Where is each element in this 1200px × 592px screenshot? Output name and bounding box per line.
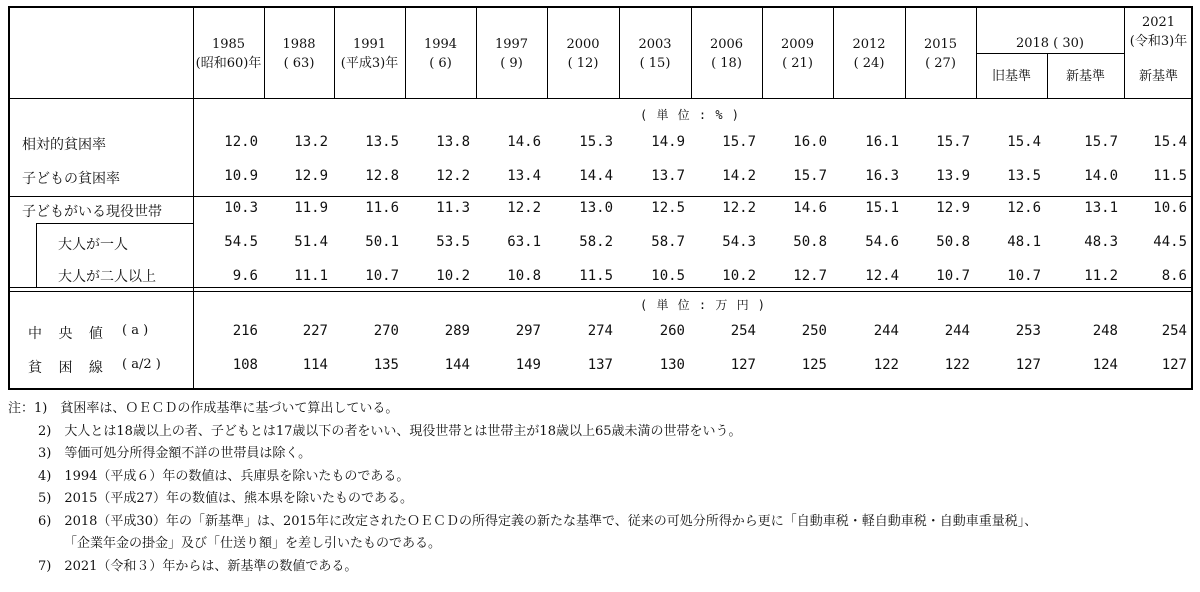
row-label: 相対的貧困率 (22, 137, 106, 153)
header-bottom-line (10, 98, 1191, 99)
table-cell: 14.2 (722, 168, 756, 184)
row-label: 大人が二人以上 (58, 269, 156, 285)
table-cell: 274 (587, 323, 613, 339)
sub-header-old-standard: 旧基準 (991, 69, 1031, 84)
table-cell: 54.5 (224, 234, 258, 250)
table-cell: 50.8 (793, 234, 827, 250)
table-cell: 15.1 (865, 200, 899, 216)
note-3: 3) 等価可処分所得金額不詳の世帯員は除く。 (38, 446, 312, 461)
table-cell: 12.8 (365, 168, 399, 184)
table-cell: 8.6 (1161, 268, 1187, 284)
table-cell: 16.3 (865, 168, 899, 184)
table-cell: 289 (444, 323, 470, 339)
unit-10k-yen: ( 単 位 : 万 円 ) (640, 298, 767, 312)
table-cell: 114 (302, 357, 328, 373)
table-cell: 127 (1161, 357, 1187, 373)
year-header-top: 2012 (852, 37, 886, 52)
table-cell: 11.9 (294, 200, 328, 216)
table-cell: 11.5 (1153, 168, 1187, 184)
table-cell: 12.2 (507, 200, 541, 216)
table-cell: 15.4 (1007, 134, 1041, 150)
year-header-era: (平成3)年 (340, 56, 399, 71)
table-cell: 12.4 (865, 268, 899, 284)
table-cell: 15.7 (1084, 134, 1118, 150)
table-cell: 58.2 (579, 234, 613, 250)
table-cell: 11.2 (1084, 268, 1118, 284)
year-header-top: 2003 (638, 37, 672, 52)
table-cell: 13.8 (436, 134, 470, 150)
table-cell: 54.6 (865, 234, 899, 250)
table-cell: 12.2 (722, 200, 756, 216)
table-cell: 51.4 (294, 234, 328, 250)
table-cell: 10.2 (722, 268, 756, 284)
table-cell: 11.3 (436, 200, 470, 216)
note-6: 6) 2018（平成30）年の「新基準」は、2015年に改定されたＯＥＣＤの所得定義の新たな基準で、従来の可処分所得から更に「自動車税・軽自動車税・自動車重量税」、 (38, 513, 1038, 529)
table-cell: 13.0 (579, 200, 613, 216)
table-cell: 10.9 (224, 168, 258, 184)
table-cell: 10.5 (651, 268, 685, 284)
year-header-era: ( 63) (283, 56, 315, 71)
row-label: 子どもの貧困率 (22, 171, 120, 187)
table-cell: 48.3 (1084, 234, 1118, 250)
table-cell: 15.7 (936, 134, 970, 150)
table-cell: 13.5 (1007, 168, 1041, 184)
table-cell: 44.5 (1153, 234, 1187, 250)
table-cell: 10.3 (224, 200, 258, 216)
subgroup-box-top (36, 223, 193, 224)
note-4: 4) 1994（平成６）年の数値は、兵庫県を除いたものである。 (38, 468, 410, 484)
table-cell: 13.5 (365, 134, 399, 150)
table-cell: 248 (1092, 323, 1118, 339)
sub-header-new-standard: 新基準 (1065, 69, 1105, 84)
table-cell: 124 (1092, 357, 1118, 373)
year-header-era: ( 24) (853, 56, 885, 71)
sub-header-2021-new-standard: 新基準 (1138, 69, 1178, 84)
subgroup-box-left (36, 223, 37, 287)
table-cell: 10.7 (365, 268, 399, 284)
year-2021-era: (令和3)年 (1129, 34, 1188, 49)
table-cell: 12.5 (651, 200, 685, 216)
poverty-rate-table (8, 6, 1193, 390)
table-cell: 137 (587, 357, 613, 373)
table-cell: 12.6 (1007, 200, 1041, 216)
table-cell: 10.8 (507, 268, 541, 284)
row-label: 子どもがいる現役世帯 (22, 204, 162, 220)
table-cell: 216 (232, 323, 258, 339)
table-cell: 10.7 (936, 268, 970, 284)
table-cell: 11.5 (579, 268, 613, 284)
table-cell: 14.4 (579, 168, 613, 184)
table-cell: 13.9 (936, 168, 970, 184)
footnotes (8, 398, 1037, 578)
table-cell: 260 (659, 323, 685, 339)
table-cell: 244 (944, 323, 970, 339)
note-2: 2) 大人とは18歳以上の者、子どもとは17歳以下の者をいい、現役世帯とは世帯主が18歳以上65歳未満の世帯をいう。 (38, 423, 742, 439)
table-cell: 135 (373, 357, 399, 373)
year-header-era: ( 6) (429, 56, 452, 71)
table-cell: 127 (730, 357, 756, 373)
table-cell: 15.7 (722, 134, 756, 150)
year-header-top: 1994 (423, 37, 458, 52)
table-cell: 12.2 (436, 168, 470, 184)
year-header-top: 1997 (494, 37, 529, 52)
note-5: 5) 2015（平成27）年の数値は、熊本県を除いたものである。 (38, 491, 413, 506)
table-cell: 13.1 (1084, 200, 1118, 216)
sub-header-line-2018 (976, 53, 1124, 54)
note-1: 注：1) 貧困率は、ＯＥＣＤの作成基準に基づいて算出している。 (8, 401, 399, 416)
table-cell: 53.5 (436, 234, 470, 250)
row-label-suffix: ( a ) (122, 323, 149, 338)
row-label-suffix: ( a/2 ) (122, 357, 161, 372)
group-line-2b (10, 291, 1191, 292)
year-header-era: ( 9) (500, 56, 523, 71)
table-cell: 149 (515, 357, 541, 373)
year-header-era: ( 21) (782, 56, 813, 71)
table-cell: 15.7 (793, 168, 827, 184)
table-cell: 127 (1015, 357, 1041, 373)
group-line-2a (10, 287, 1191, 288)
year-header-era: ( 27) (925, 56, 956, 71)
table-cell: 50.8 (936, 234, 970, 250)
table-cell: 227 (302, 323, 328, 339)
table-cell: 10.2 (436, 268, 470, 284)
table-cell: 122 (873, 357, 899, 373)
table-cell: 11.6 (365, 200, 399, 216)
year-header-era: (昭和60)年 (195, 56, 262, 71)
table-cell: 108 (232, 357, 258, 373)
row-label: 貧 困 線 (28, 360, 109, 376)
table-cell: 12.9 (294, 168, 328, 184)
year-header-era: ( 15) (639, 56, 671, 71)
unit-percent: ( 単 位 : % ) (640, 108, 741, 122)
table-cell: 254 (1161, 323, 1187, 339)
table-cell: 250 (801, 323, 827, 339)
table-cell: 12.9 (936, 200, 970, 216)
table-cell: 14.9 (651, 134, 685, 150)
table-cell: 16.1 (865, 134, 899, 150)
table-cell: 12.0 (224, 134, 258, 150)
table-cell: 12.7 (793, 268, 827, 284)
table-cell: 10.6 (1153, 200, 1187, 216)
table-cell: 130 (659, 357, 685, 373)
table-cell: 9.6 (232, 268, 258, 284)
year-2021-header: 2021 (1141, 15, 1176, 30)
table-cell: 254 (730, 323, 756, 339)
table-cell: 270 (373, 323, 399, 339)
table-cell: 50.1 (365, 234, 399, 250)
year-header-top: 2006 (709, 37, 744, 52)
table-cell: 13.4 (507, 168, 541, 184)
table-cell: 16.0 (793, 134, 827, 150)
table-cell: 253 (1015, 323, 1041, 339)
table-cell: 125 (801, 357, 827, 373)
year-header-top: 2015 (923, 37, 958, 52)
row-label: 大人が一人 (58, 237, 128, 253)
table-cell: 15.3 (579, 134, 613, 150)
table-cell: 244 (873, 323, 899, 339)
year-header-top: 1988 (282, 37, 316, 52)
year-2018-header: 2018 ( 30) (1015, 36, 1085, 51)
table-cell: 54.3 (722, 234, 756, 250)
table-cell: 15.4 (1153, 134, 1187, 150)
table-cell: 48.1 (1007, 234, 1041, 250)
table-cell: 11.1 (294, 268, 328, 284)
table-cell: 58.7 (651, 234, 685, 250)
row-label: 中 央 値 (28, 326, 109, 342)
year-header-top: 1991 (352, 37, 387, 52)
table-cell: 10.7 (1007, 268, 1041, 284)
group-line-1 (10, 196, 1191, 197)
year-header-era: ( 12) (567, 56, 599, 71)
table-cell: 14.0 (1084, 168, 1118, 184)
table-cell: 63.1 (507, 234, 541, 250)
year-header-top: 2000 (566, 37, 600, 52)
year-header-era: ( 18) (711, 56, 742, 71)
table-cell: 14.6 (793, 200, 827, 216)
year-header-top: 2009 (780, 37, 815, 52)
year-header-top: 1985 (211, 37, 246, 52)
table-cell: 122 (944, 357, 970, 373)
table-cell: 13.7 (651, 168, 685, 184)
note-7: 7) 2021（令和３）年からは、新基準の数値である。 (38, 558, 358, 574)
table-cell: 13.2 (294, 134, 328, 150)
table-cell: 297 (515, 323, 541, 339)
table-cell: 14.6 (507, 134, 541, 150)
table-cell: 144 (444, 357, 470, 373)
note-6-cont: 「企業年金の掛金」及び「仕送り額」を差し引いたものである。 (64, 536, 442, 551)
